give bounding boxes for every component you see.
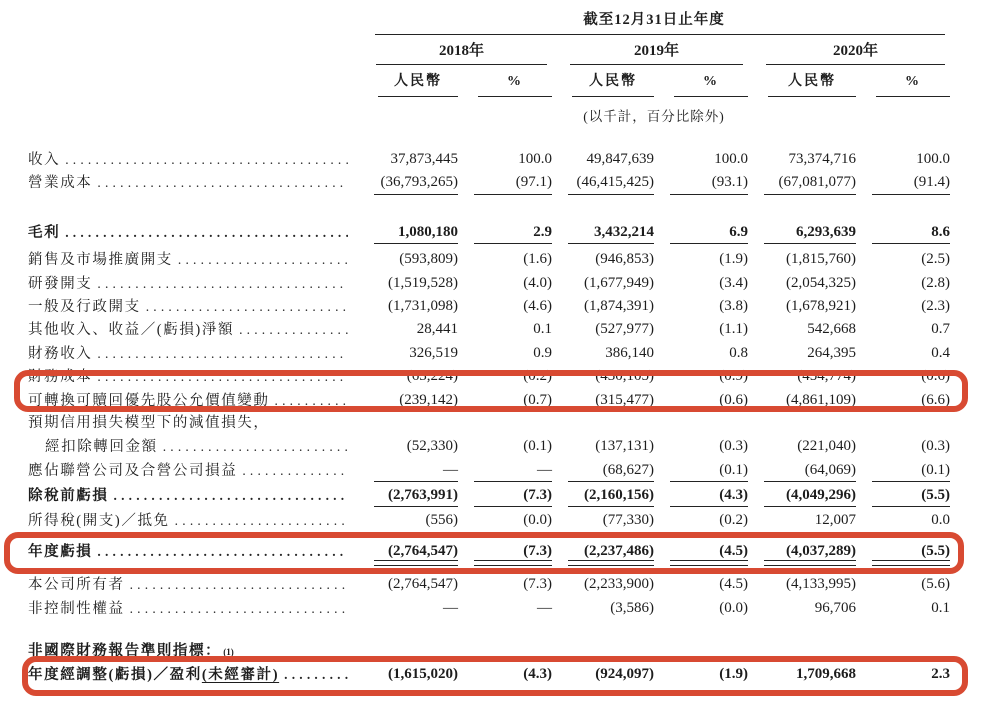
row-owners-of-company — [28, 573, 950, 596]
cell-value: (2,054,325) — [786, 274, 856, 291]
cell-value: (0.0) — [458, 509, 552, 532]
cell-value: (97.1) — [458, 171, 552, 194]
cell-value: (946,853) — [595, 251, 654, 268]
cell-value: (924,097) — [595, 666, 654, 683]
row-label: 財務收入 — [28, 345, 93, 362]
cell-value: (4.5) — [719, 576, 748, 593]
year-2020 — [748, 35, 950, 65]
cell-value: 12,007 — [748, 509, 856, 532]
cell-value: 1,709,668 — [796, 666, 856, 683]
row-label: 收入 — [28, 152, 61, 168]
row-fv-change-convertible-redeemable-preferred-shares — [28, 389, 950, 412]
cell-value: (3.8) — [719, 297, 748, 314]
row-spacer — [28, 195, 950, 221]
cell-value: (0.1) — [523, 438, 552, 455]
cell-value: (0.6) — [719, 391, 748, 408]
table-content — [28, 0, 950, 687]
leader-dots — [92, 272, 348, 295]
col-pct-2018 — [458, 65, 552, 97]
cell-value: 28,441 — [416, 321, 458, 338]
leader-dots — [158, 435, 348, 458]
unit-note-row — [28, 97, 950, 125]
cell-value: 2.3 — [931, 666, 950, 683]
cell-value: (0.1) — [654, 459, 748, 482]
cell-value: (315,477) — [595, 391, 654, 408]
row-spacer — [28, 533, 950, 540]
cell-value: (527,977) — [595, 321, 654, 338]
row-label: 應佔聯營公司及合營公司損益 — [28, 462, 238, 479]
col-rmb-2019 — [552, 65, 654, 97]
col-label: % — [905, 74, 921, 89]
cell-value: 73,374,716 — [788, 151, 856, 167]
col-label: % — [703, 74, 719, 89]
cell-value: 0.8 — [729, 344, 748, 361]
row-label-underlined: (未經審計) — [201, 667, 280, 684]
cell-value: (2,237,486) — [552, 540, 654, 563]
table-header — [28, 0, 950, 125]
cell-value: (1.6) — [523, 251, 552, 268]
row-other-income-net — [28, 318, 950, 341]
cell-value: 8.6 — [856, 221, 950, 244]
row-income-tax — [28, 509, 950, 532]
col-label: 人民幣 — [589, 74, 637, 89]
row-spacer — [28, 620, 950, 640]
cell-value: (0.6) — [921, 368, 950, 385]
row-ecl-impairment-line1 — [28, 412, 950, 435]
cell-value: (2,233,900) — [584, 576, 654, 593]
row-finance-income — [28, 342, 950, 365]
col-pct-2020 — [856, 65, 950, 97]
cell-value: (63,224) — [406, 368, 458, 385]
cell-value: (556) — [358, 509, 458, 532]
year-2018 — [358, 35, 552, 65]
cell-value: (4.6) — [523, 297, 552, 314]
year-2019 — [552, 35, 748, 65]
cell-value: 100.0 — [916, 151, 950, 167]
row-label: 本公司所有者 — [28, 577, 125, 594]
period-title: 截至12月31日止年度 — [358, 10, 950, 35]
cell-value: — — [358, 459, 458, 482]
cell-value: (1,519,528) — [388, 274, 458, 291]
cell-value: (4.0) — [523, 274, 552, 291]
leader-dots — [109, 484, 349, 507]
cell-value: (1.1) — [719, 321, 748, 338]
row-label: 非控制性權益 — [28, 600, 125, 617]
year-row — [28, 35, 950, 65]
cell-value: (7.3) — [458, 484, 552, 507]
col-pct-2019 — [654, 65, 748, 97]
cell-value: (0.2) — [523, 368, 552, 385]
cell-value: 0.7 — [931, 321, 950, 338]
leader-dots — [92, 365, 348, 388]
cell-value: (0.7) — [523, 391, 552, 408]
cell-value: (2,160,156) — [552, 484, 654, 507]
cell-value: (1,874,391) — [584, 297, 654, 314]
col-rmb-2020 — [748, 65, 856, 97]
cell-value: 0.4 — [931, 344, 950, 361]
cell-value: 100.0 — [714, 151, 748, 167]
leader-dots — [234, 318, 348, 341]
leader-dots — [92, 171, 348, 194]
cell-value: (2.5) — [921, 251, 950, 268]
cell-value: — — [537, 599, 552, 616]
cell-value: (36,793,265) — [358, 171, 458, 194]
cell-value: (46,415,425) — [552, 171, 654, 194]
leader-dots — [270, 389, 349, 412]
row-selling-marketing-expenses — [28, 248, 950, 271]
cell-value: 49,847,639 — [586, 151, 654, 167]
leader-dots — [60, 221, 348, 244]
cell-value: (1.9) — [719, 666, 748, 683]
cell-value: (4,133,995) — [786, 576, 856, 593]
row-label: 其他收入、收益／(虧損)淨額 — [28, 322, 235, 339]
row-label: 銷售及市場推廣開支 — [28, 252, 173, 269]
cell-value: 0.1 — [931, 599, 950, 616]
row-label: 年度虧損 — [28, 543, 93, 560]
cell-value: (2,764,547) — [358, 540, 458, 563]
cell-value: (0.3) — [921, 438, 950, 455]
row-general-admin-expenses — [28, 295, 950, 318]
cell-value: (454,774) — [797, 368, 856, 385]
cell-value: (6.6) — [921, 391, 950, 408]
row-rd-expenses — [28, 272, 950, 295]
cell-value: (1,678,921) — [786, 297, 856, 314]
cell-value: (593,809) — [399, 251, 458, 268]
cell-value: (5.5) — [856, 540, 950, 563]
cell-value: 0.1 — [533, 321, 552, 338]
cell-value: 2.9 — [458, 221, 552, 244]
cell-value: (137,131) — [595, 438, 654, 455]
row-loss-for-year — [28, 540, 950, 563]
leader-dots — [125, 597, 348, 620]
cell-value: 326,519 — [409, 344, 458, 361]
cell-value: (0.2) — [654, 509, 748, 532]
col-rmb-2018 — [358, 65, 458, 97]
unit-note: (以千計，百分比除外) — [583, 109, 725, 124]
cell-value: (221,040) — [797, 438, 856, 455]
row-revenue — [28, 148, 950, 171]
cell-value: (1,615,020) — [388, 666, 458, 683]
row-gross-profit — [28, 221, 950, 244]
cell-value: 1,080,180 — [358, 221, 458, 244]
cell-value: 6,293,639 — [748, 221, 856, 244]
cell-value: — — [443, 599, 458, 616]
leader-dots — [60, 148, 348, 171]
cell-value: (77,330) — [552, 509, 654, 532]
cell-value: (1,731,098) — [388, 297, 458, 314]
cell-value: 0.0 — [856, 509, 950, 532]
cell-value: 542,668 — [807, 321, 856, 338]
row-ecl-impairment-line2 — [28, 435, 950, 458]
row-label: 研發開支 — [28, 275, 93, 292]
cell-value: (3.4) — [719, 274, 748, 291]
row-cost-of-revenue — [28, 171, 950, 194]
cell-value: 386,140 — [605, 344, 654, 361]
row-label: 可轉換可贖回優先股公允價值變動 — [28, 392, 270, 409]
cell-value: (3,586) — [610, 599, 654, 616]
cell-value: 0.9 — [533, 344, 552, 361]
row-label: 財務成本 — [28, 369, 93, 386]
cell-value: (1,677,949) — [584, 274, 654, 291]
row-label: 年度經調整(虧損)／盈利 — [28, 667, 202, 684]
year-label: 2020年 — [832, 43, 878, 59]
row-label: 經扣除轉回金額 — [45, 439, 158, 456]
cell-value: (0.9) — [719, 368, 748, 385]
row-label: 一般及行政開支 — [28, 298, 141, 315]
row-label: 除稅前虧損 — [28, 488, 109, 505]
leader-dots — [141, 295, 348, 318]
cell-value: (93.1) — [654, 171, 748, 194]
cell-value: (7.3) — [458, 540, 552, 563]
cell-value: (2.3) — [921, 297, 950, 314]
col-label: 人民幣 — [394, 74, 442, 89]
cell-value: 3,432,214 — [552, 221, 654, 244]
cell-value: (1.9) — [719, 251, 748, 268]
leader-dots — [279, 663, 348, 686]
cell-value: (5.5) — [856, 484, 950, 507]
cell-value: (2.8) — [921, 274, 950, 291]
cell-value: — — [458, 459, 552, 482]
row-non-controlling-interests — [28, 597, 950, 620]
cell-value: (2,763,991) — [358, 484, 458, 507]
cell-value: 96,706 — [814, 599, 856, 616]
cell-value: (4.3) — [523, 666, 552, 683]
row-label: 預期信用損失模型下的減值損失， — [28, 414, 270, 431]
year-label: 2019年 — [633, 43, 679, 59]
cell-value: (68,627) — [552, 459, 654, 482]
leader-dots — [92, 342, 348, 365]
cell-value: 100.0 — [518, 151, 552, 167]
leader-dots — [170, 509, 348, 532]
row-label: 所得稅(開支)／抵免 — [28, 513, 170, 530]
cell-value: (1,815,760) — [786, 251, 856, 268]
cell-value: (4,861,109) — [786, 391, 856, 408]
cell-value: (4.3) — [654, 484, 748, 507]
row-label: 非國際財務報告準則指標： — [28, 643, 222, 660]
row-label: 營業成本 — [28, 175, 93, 192]
cell-value: (91.4) — [856, 171, 950, 194]
row-label: 毛利 — [28, 224, 61, 241]
cell-value: (2,764,547) — [388, 576, 458, 593]
column-header-row — [28, 65, 950, 97]
leader-dots — [173, 248, 348, 271]
cell-value: (67,081,077) — [748, 171, 856, 194]
row-loss-before-tax — [28, 484, 950, 507]
cell-value: 6.9 — [654, 221, 748, 244]
year-label: 2018年 — [438, 43, 484, 59]
cell-value: (7.3) — [523, 576, 552, 593]
cell-value: 37,873,445 — [390, 151, 458, 167]
row-share-of-associates-jv — [28, 459, 950, 482]
cell-value: (64,069) — [748, 459, 856, 482]
leader-dots — [92, 540, 348, 563]
cell-value: (52,330) — [406, 438, 458, 455]
cell-value: (0.3) — [719, 438, 748, 455]
cell-value: (4,049,296) — [748, 484, 856, 507]
col-label: 人民幣 — [788, 74, 836, 89]
cell-value: (0.0) — [719, 599, 748, 616]
cell-value: 264,395 — [807, 344, 856, 361]
cell-value: (4.5) — [654, 540, 748, 563]
cell-value: (4,037,289) — [748, 540, 856, 563]
row-adjusted-loss-profit — [28, 663, 950, 686]
heading-non-ifrs-measures: 非國際財務報告準則指標： (1) — [28, 640, 950, 663]
table-rows — [28, 148, 950, 687]
cell-value: (239,142) — [399, 391, 458, 408]
row-finance-costs — [28, 365, 950, 388]
col-label: % — [507, 74, 523, 89]
cell-value: (430,105) — [595, 368, 654, 385]
period-row — [28, 10, 950, 35]
cell-value: (5.6) — [921, 576, 950, 593]
leader-dots — [237, 459, 348, 482]
leader-dots — [125, 573, 348, 596]
cell-value: (0.1) — [856, 459, 950, 482]
